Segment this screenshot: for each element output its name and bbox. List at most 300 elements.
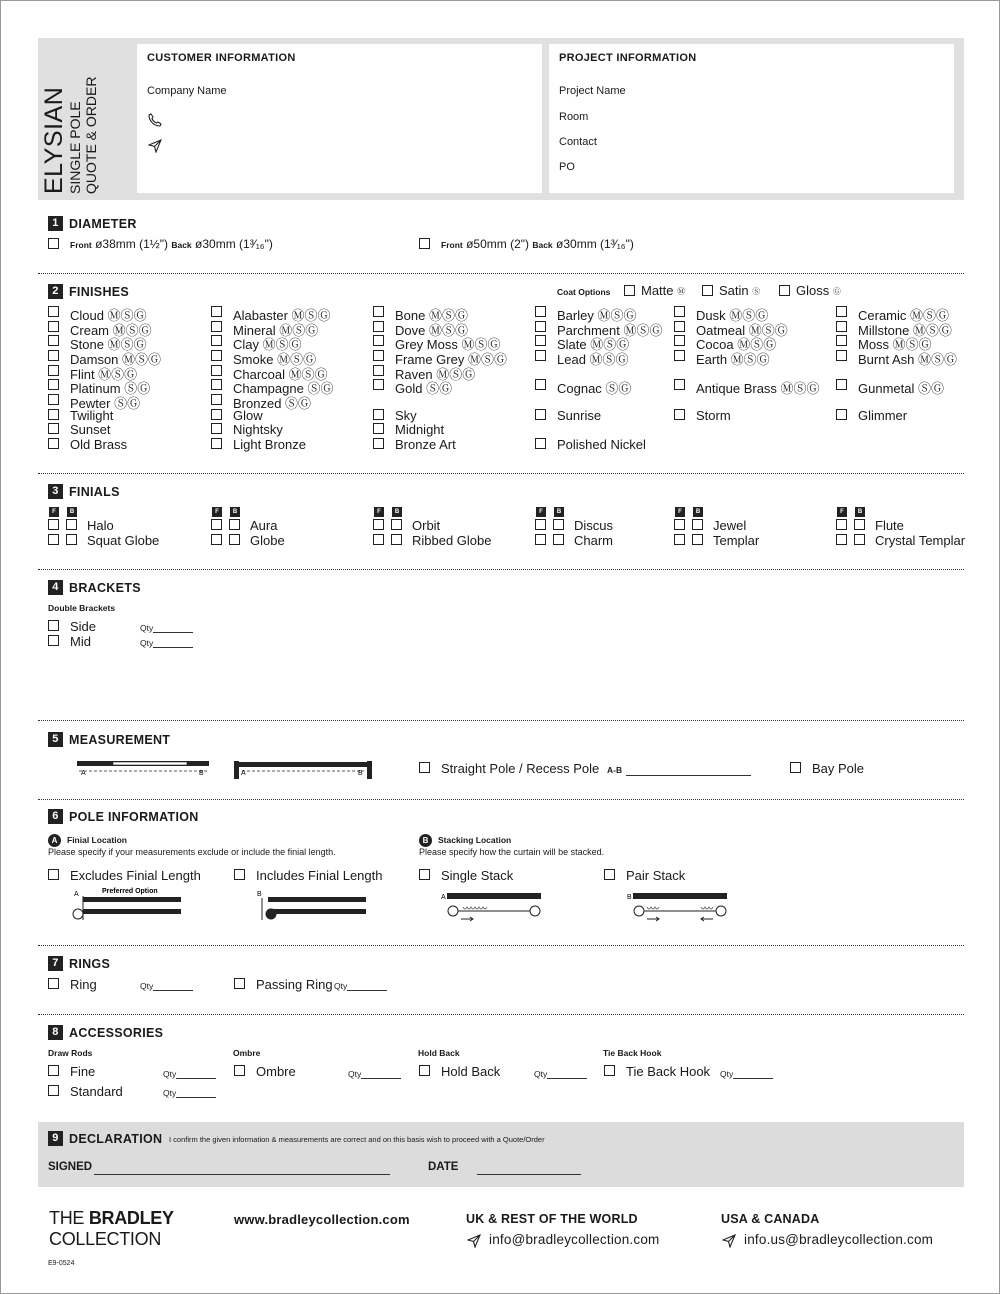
divider [38,273,964,274]
divider [38,720,964,721]
ring-checkbox[interactable] [48,978,59,989]
finish-label: Antique Brass ⓂⓈⒼ [696,381,820,396]
section-title-text: FINISHES [69,284,130,299]
finish-checkbox[interactable] [211,394,222,405]
ombre-checkbox[interactable] [234,1065,245,1076]
section-title-text: RINGS [69,956,111,971]
back-finial-badge: B [693,507,703,517]
finish-checkbox[interactable] [674,350,685,361]
website-link[interactable]: www.bradleycollection.com [234,1212,410,1227]
a-marker: A [74,891,79,898]
stacking-location-description: Please specify how the curtain will be stacked. [419,847,605,857]
ombre-label: Ombre [256,1064,296,1079]
finish-label: Ceramic ⓂⓈⒼ [858,308,950,323]
section-number: 7 [48,956,63,971]
standard-label: Standard [70,1084,123,1099]
fine-qty[interactable] [163,1069,216,1079]
badge-b: B [419,834,432,847]
finish-checkbox[interactable] [373,335,384,346]
finish-checkbox[interactable] [674,335,685,346]
finish-label: Cloud ⓂⓈⒼ [70,308,147,323]
finish-label: Slate ⓂⓈⒼ [557,337,630,352]
passing-ring-checkbox[interactable] [234,978,245,989]
coat-options-label: Coat Options [557,287,611,297]
finish-checkbox[interactable] [535,438,546,449]
ab-input-line[interactable] [626,775,751,776]
finish-checkbox[interactable] [674,409,685,420]
section-number: 6 [48,809,63,824]
a-marker: A [441,894,446,901]
finish-label: Bronzed ⓈⒼ [233,396,312,411]
pair-stack-label: Pair Stack [626,868,686,883]
heading-text: Stacking Location [438,835,512,845]
us-email-link[interactable]: info.us@bradleycollection.com [744,1232,934,1247]
heading-text: Finial Location [67,835,127,845]
section-number: 5 [48,732,63,747]
uk-email-link[interactable]: info@bradleycollection.com [489,1232,660,1247]
back-finial-checkbox[interactable] [854,534,865,545]
finish-checkbox[interactable] [48,438,59,449]
section-title-text: FINIALS [69,484,120,499]
finish-checkbox[interactable] [535,379,546,390]
section-title-text: MEASUREMENT [69,732,171,747]
phone-icon [148,113,162,127]
pair-stack-checkbox[interactable] [604,869,615,880]
finish-checkbox[interactable] [48,321,59,332]
finials-section-title [48,484,120,499]
back-finial-badge: B [392,507,402,517]
qty-label: Qty [140,638,154,648]
back-value: ø30mm (1³⁄₁₆") [195,237,273,251]
back-label: Back [171,240,192,250]
hold-back-label: Hold Back [441,1064,501,1079]
finish-label: Burnt Ash ⓂⓈⒼ [858,352,957,367]
diameter-38mm-checkbox[interactable] [48,238,59,249]
finish-label: Earth ⓂⓈⒼ [696,352,770,367]
finish-label: Platinum ⓈⒼ [70,381,151,396]
front-finial-checkbox[interactable] [211,519,222,530]
finish-checkbox[interactable] [211,306,222,317]
finish-checkbox[interactable] [535,335,546,346]
tie-back-qty[interactable] [720,1069,773,1079]
product-subtitle-2: QUOTE & ORDER [83,76,99,194]
finish-checkbox[interactable] [836,379,847,390]
finish-checkbox[interactable] [373,306,384,317]
fine-label: Fine [70,1064,96,1079]
qty-label: Qty [163,1069,177,1079]
signed-label: SIGNED [48,1161,93,1173]
finish-label: Stone ⓂⓈⒼ [70,337,147,352]
coat-name: Satin [719,283,749,298]
includes-finial-diagram [254,884,370,924]
finish-checkbox[interactable] [48,394,59,405]
qty-label: Qty [140,623,154,633]
finish-checkbox[interactable] [373,409,384,420]
back-finial-checkbox[interactable] [66,534,77,545]
finish-checkbox[interactable] [48,423,59,434]
finish-label: Twilight [70,408,114,423]
fine-checkbox[interactable] [48,1065,59,1076]
finish-checkbox[interactable] [836,409,847,420]
finish-checkbox[interactable] [48,335,59,346]
customer-info-title: CUSTOMER INFORMATION [147,52,296,64]
b-marker: B [627,894,632,901]
stacking-location-heading [419,830,511,848]
finish-checkbox[interactable] [674,306,685,317]
finish-checkbox[interactable] [211,321,222,332]
coat-name: Matte [641,283,674,298]
finish-checkbox[interactable] [211,423,222,434]
bay-pole-checkbox[interactable] [790,762,801,773]
finish-checkbox[interactable] [535,321,546,332]
back-finial-checkbox[interactable] [391,519,402,530]
contact-field[interactable]: Contact [559,136,597,148]
ring-label: Ring [70,977,97,992]
finial-label: Flute [875,518,904,533]
includes-finial-checkbox[interactable] [234,869,245,880]
excludes-finial-checkbox[interactable] [48,869,59,880]
finial-location-description: Please specify if your measurements exclude or include the finial length. [48,847,336,857]
project-name-field[interactable]: Project Name [559,85,626,97]
finish-checkbox[interactable] [211,438,222,449]
finish-label: Cognac ⓈⒼ [557,381,632,396]
qty-label: Qty [140,981,154,991]
finish-label: Sunrise [557,408,602,423]
front-finial-checkbox[interactable] [674,519,685,530]
accessories-section-title [48,1025,163,1040]
finish-checkbox[interactable] [836,350,847,361]
includes-finial-label: Includes Finial Length [256,868,383,883]
qty-label: Qty [334,981,348,991]
send-icon [722,1234,736,1248]
finish-label: Lead ⓂⓈⒼ [557,352,629,367]
double-brackets-label: Double Brackets [48,603,116,613]
finial-label: Charm [574,533,614,548]
finish-checkbox[interactable] [373,379,384,390]
diameter-section-title [48,216,137,231]
front-finial-badge: F [675,507,685,517]
finish-label: Polished Nickel [557,437,646,452]
back-finial-checkbox[interactable] [553,519,564,530]
project-info-box [549,44,954,193]
document-code: E9-0524 [48,1260,75,1267]
finish-checkbox[interactable] [211,350,222,361]
finish-label: Nightsky [233,422,283,437]
section-title-text: BRACKETS [69,580,141,595]
qty-label: Qty [348,1069,362,1079]
bay-pole-label: Bay Pole [812,761,865,776]
single-stack-label: Single Stack [441,868,514,883]
bracket-side-label: Side [70,619,97,634]
finish-checkbox[interactable] [836,306,847,317]
finish-label: Champagne ⓈⒼ [233,381,334,396]
single-stack-diagram [439,890,545,922]
finish-label: Storm [696,408,731,423]
coat-gloss-checkbox[interactable] [779,285,790,296]
send-icon [467,1234,481,1248]
finial-label: Orbit [412,518,441,533]
front-finial-checkbox[interactable] [373,519,384,530]
divider [38,569,964,570]
b-marker: B [199,770,204,777]
bracket-side-checkbox[interactable] [48,620,59,631]
measurement-section-title [48,732,170,747]
bracket-side-qty[interactable] [140,623,193,633]
section-number: 1 [48,216,63,231]
finish-label: Old Brass [70,437,128,452]
front-finial-badge: F [374,507,384,517]
us-title: USA & CANADA [721,1212,820,1226]
finish-checkbox[interactable] [373,438,384,449]
back-value: ø30mm (1³⁄₁₆") [556,237,634,251]
finish-checkbox[interactable] [836,335,847,346]
bracket-mid-label: Mid [70,634,91,649]
qty-label: Qty [163,1088,177,1098]
coat-name: Gloss [796,283,830,298]
finish-checkbox[interactable] [535,350,546,361]
finish-label: Alabaster ⓂⓈⒼ [233,308,331,323]
logo-word: THE [49,1208,85,1228]
back-finial-badge: B [230,507,240,517]
finish-label: Charcoal ⓂⓈⒼ [233,367,328,382]
declaration-panel [38,1122,964,1187]
bradley-logo [49,1208,174,1250]
excludes-finial-diagram [69,884,185,924]
ombre-heading: Ombre [233,1048,261,1058]
finish-label: Grey Moss ⓂⓈⒼ [395,337,501,352]
finish-label: Bronze Art [395,437,456,452]
finish-checkbox[interactable] [535,409,546,420]
finish-label: Light Bronze [233,437,306,452]
section-title-text: DECLARATION [69,1131,163,1146]
finish-label: Gold ⓈⒼ [395,381,453,396]
section-number: 3 [48,484,63,499]
finish-label: Parchment ⓂⓈⒼ [557,323,663,338]
front-finial-checkbox[interactable] [836,534,847,545]
diameter-38mm-label [70,237,273,251]
coat-satin-checkbox[interactable] [702,285,713,296]
uk-title: UK & REST OF THE WORLD [466,1212,638,1226]
finish-checkbox[interactable] [373,365,384,376]
front-value: ø38mm (1½") [95,237,168,251]
back-finial-checkbox[interactable] [553,534,564,545]
logo-word: BRADLEY [88,1208,174,1228]
back-finial-checkbox[interactable] [692,534,703,545]
divider [38,1014,964,1015]
pair-stack-diagram [625,890,731,922]
front-finial-checkbox[interactable] [535,534,546,545]
diameter-50mm-checkbox[interactable] [419,238,430,249]
back-finial-badge: B [554,507,564,517]
qty-label: Qty [534,1069,548,1079]
finish-label: Oatmeal ⓂⓈⒼ [696,323,788,338]
finish-label: Glimmer [858,408,908,423]
finish-checkbox[interactable] [48,365,59,376]
draw-rods-heading: Draw Rods [48,1048,93,1058]
coat-matte-checkbox[interactable] [624,285,635,296]
declaration-text: I confirm the given information & measurements are correct and on this basis wish to proceed with a Quote/Order [169,1135,545,1144]
date-line[interactable] [477,1174,581,1175]
pole-info-section-title [48,809,199,824]
finish-label: Cream ⓂⓈⒼ [70,323,152,338]
finish-checkbox[interactable] [48,409,59,420]
brackets-section-title [48,580,141,595]
divider [38,799,964,800]
excludes-finial-label: Excludes Finial Length [70,868,201,883]
section-number: 4 [48,580,63,595]
back-label: Back [532,240,553,250]
finish-label: Millstone ⓂⓈⒼ [858,323,952,338]
front-finial-checkbox[interactable] [211,534,222,545]
bracket-mid-checkbox[interactable] [48,635,59,646]
ombre-qty[interactable] [348,1069,401,1079]
section-title-text: ACCESSORIES [69,1025,164,1040]
finial-label: Templar [713,533,760,548]
tie-back-checkbox[interactable] [604,1065,615,1076]
finish-label: Raven ⓂⓈⒼ [395,367,476,382]
finish-label: Cocoa ⓂⓈⒼ [696,337,777,352]
tie-back-label: Tie Back Hook [626,1064,711,1079]
finial-label: Halo [87,518,114,533]
product-name: ELYSIAN [40,86,68,194]
section-title-text: POLE INFORMATION [69,809,199,824]
finish-label: Clay ⓂⓈⒼ [233,337,302,352]
finish-checkbox[interactable] [48,306,59,317]
front-finial-badge: F [837,507,847,517]
finish-checkbox[interactable] [674,379,685,390]
passing-ring-qty[interactable] [334,981,387,991]
passing-ring-label: Passing Ring [256,977,333,992]
b-marker: B [358,770,363,777]
standard-qty[interactable] [163,1088,216,1098]
front-finial-badge: F [49,507,59,517]
straight-pole-checkbox[interactable] [419,762,430,773]
a-marker: A [81,770,86,777]
front-finial-checkbox[interactable] [674,534,685,545]
po-field[interactable]: PO [559,161,575,173]
qty-label: Qty [720,1069,734,1079]
front-finial-checkbox[interactable] [535,519,546,530]
customer-info-box [137,44,542,193]
finish-checkbox[interactable] [211,409,222,420]
front-finial-checkbox[interactable] [48,519,59,530]
section-title-text: DIAMETER [69,216,137,231]
finish-label: Mineral ⓂⓈⒼ [233,323,319,338]
coat-gloss-label: Gloss Ⓖ [796,283,841,298]
finish-label: Gunmetal ⓈⒼ [858,381,944,396]
bracket-mid-qty[interactable] [140,638,193,648]
finish-checkbox[interactable] [48,350,59,361]
back-finial-checkbox[interactable] [229,519,240,530]
back-finial-checkbox[interactable] [854,519,865,530]
finish-label: Glow [233,408,263,423]
finish-label: Smoke ⓂⓈⒼ [233,352,317,367]
declaration-section-title [48,1131,162,1146]
standard-checkbox[interactable] [48,1085,59,1096]
finial-label: Discus [574,518,614,533]
finish-checkbox[interactable] [211,379,222,390]
finial-label: Globe [250,533,285,548]
finish-checkbox[interactable] [211,335,222,346]
ring-qty[interactable] [140,981,193,991]
finish-label: Moss ⓂⓈⒼ [858,337,932,352]
finish-label: Sky [395,408,417,423]
front-label: Front [441,240,463,250]
straight-pole-diagram [73,759,213,781]
finish-label: Pewter ⓈⒼ [70,396,141,411]
coat-satin-label: Satin Ⓢ [719,283,761,298]
finish-checkbox[interactable] [373,350,384,361]
diameter-50mm-label [441,237,634,251]
product-subtitle-1: SINGLE POLE [67,101,83,194]
finish-checkbox[interactable] [211,365,222,376]
finish-checkbox[interactable] [48,379,59,390]
front-finial-checkbox[interactable] [836,519,847,530]
back-finial-badge: B [855,507,865,517]
finish-label: Bone ⓂⓈⒼ [395,308,468,323]
back-finial-checkbox[interactable] [229,534,240,545]
hold-back-checkbox[interactable] [419,1065,430,1076]
finial-label: Aura [250,518,278,533]
finish-label: Flint ⓂⓈⒼ [70,367,138,382]
finish-checkbox[interactable] [373,423,384,434]
finishes-section-title [48,284,129,299]
section-number: 9 [48,1131,63,1146]
straight-pole-label: Straight Pole / Recess Pole [441,761,600,776]
ab-label: A-B [607,765,623,775]
room-field[interactable]: Room [559,111,589,123]
signature-line[interactable] [94,1174,390,1175]
divider [38,945,964,946]
finial-label: Crystal Templar [875,533,966,548]
front-finial-checkbox[interactable] [48,534,59,545]
product-title-block [41,24,131,194]
front-label: Front [70,240,92,250]
finish-label: Dusk ⓂⓈⒼ [696,308,769,323]
coat-matte-label: Matte Ⓜ [641,283,686,298]
front-finial-checkbox[interactable] [373,534,384,545]
back-finial-checkbox[interactable] [692,519,703,530]
front-value: ø50mm (2") [466,237,529,251]
finish-checkbox[interactable] [535,306,546,317]
hold-back-qty[interactable] [534,1069,587,1079]
back-finial-badge: B [67,507,77,517]
finish-label: Barley ⓂⓈⒼ [557,308,637,323]
finial-label: Ribbed Globe [412,533,492,548]
back-finial-checkbox[interactable] [391,534,402,545]
send-icon [148,139,162,153]
back-finial-checkbox[interactable] [66,519,77,530]
tie-back-heading: Tie Back Hook [603,1048,662,1058]
finish-label: Dove ⓂⓈⒼ [395,323,468,338]
section-number: 2 [48,284,63,299]
finish-label: Damson ⓂⓈⒼ [70,352,162,367]
finish-checkbox[interactable] [836,321,847,332]
hold-back-heading: Hold Back [418,1048,460,1058]
a-marker: A [241,770,246,777]
finish-checkbox[interactable] [674,321,685,332]
preferred-option-label: Preferred Option [102,888,158,895]
recess-pole-diagram [232,759,374,781]
company-name-field[interactable]: Company Name [147,85,227,97]
b-marker: B [257,891,262,898]
finial-label: Squat Globe [87,533,160,548]
finial-location-heading [48,830,127,848]
finial-label: Jewel [713,518,747,533]
project-info-title: PROJECT INFORMATION [559,52,697,64]
finish-checkbox[interactable] [373,321,384,332]
single-stack-checkbox[interactable] [419,869,430,880]
